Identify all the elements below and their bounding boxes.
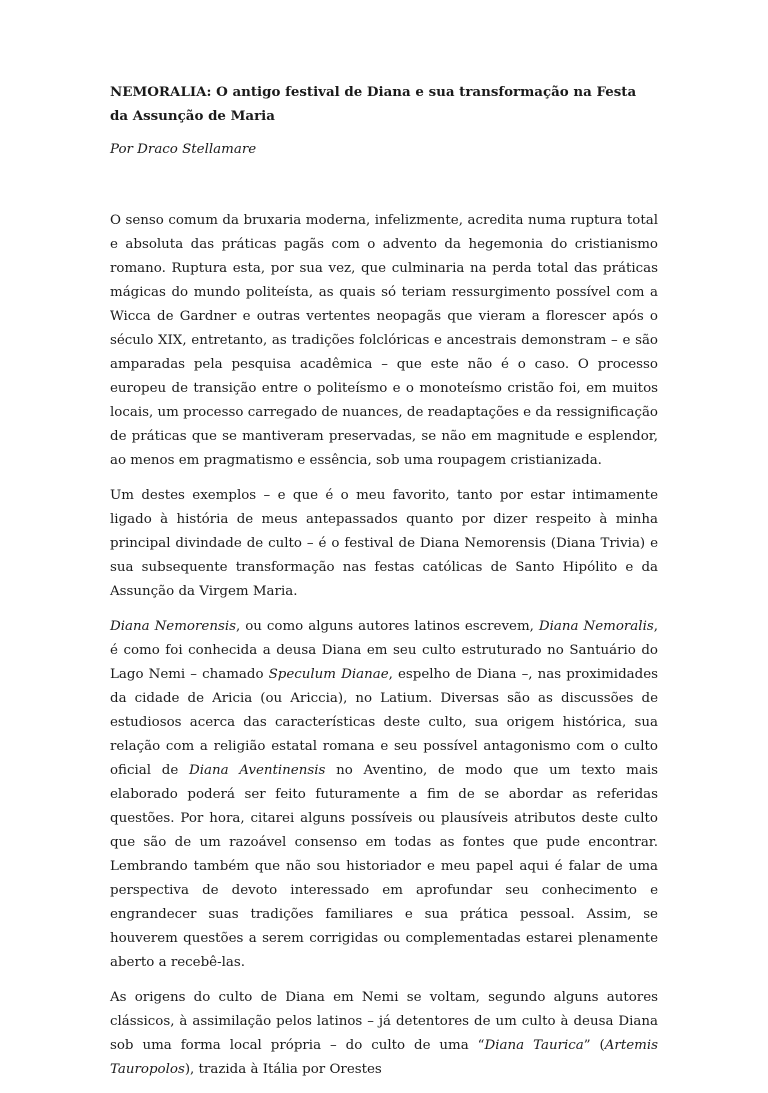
document-title: NEMORALIA: O antigo festival de Diana e sua transformação na Festa da Assunção de Maria <box>110 84 637 124</box>
body-paragraph <box>110 484 658 604</box>
text-run: , é como foi conhecida a deusa Diana em seu culto estruturado no Santuário do Lago Nemi – chamado <box>110 619 658 682</box>
italic-text-run: Diana Taurica <box>484 1038 584 1053</box>
italic-text-run: Diana Nemoralis <box>538 619 654 634</box>
text-run: ), trazida à Itália por Orestes <box>184 1062 382 1077</box>
italic-text-run: Diana Aventinensis <box>188 763 326 778</box>
text-run: As origens do culto de Diana em Nemi se voltam, segundo alguns autores clássicos, à assimilação pelos latinos – já detentores de um culto à deusa Diana sob uma forma local própria – do culto de uma “ <box>110 990 658 1053</box>
italic-text-run: Speculum Dianae <box>268 667 389 682</box>
text-run: , espelho de Diana –, nas proximidades da cidade de Aricia (ou Ariccia), no Latium. Diversas são as discussões de estudiosos acerca das características deste culto, sua origem histórica, sua relação com a religião estatal romana e seu possível antagonismo com o culto oficial de <box>110 667 658 778</box>
text-run: ” ( <box>583 1038 605 1053</box>
italic-text-run: Diana Nemorensis <box>110 619 236 634</box>
text-run: , ou como alguns autores latinos escrevem, <box>235 619 539 634</box>
document-page <box>110 80 658 1093</box>
text-run: no Aventino, de modo que um texto mais elaborado poderá ser feito futuramente a fim de se abordar as referidas questões. Por hora, citarei alguns possíveis ou plausíveis atributos deste culto que são de um razoável consenso em todas as fontes que pude encontrar. Lembrando também que não sou historiador e meu papel aqui é falar de uma perspectiva de devoto interessado em aprofundar seu conhecimento e engrandecer suas tradições familiares e sua prática pessoal. Assim, se houverem questões a serem corrigidas ou complementadas estarei plenamente aberto a recebê-las. <box>110 763 658 970</box>
document-body <box>110 209 658 1082</box>
body-paragraph <box>110 986 658 1082</box>
text-run: Um destes exemplos – e que é o meu favorito, tanto por estar intimamente ligado à história de meus antepassados quanto por dizer respeito à minha principal divindade de culto – é o festival de Diana Nemorensis (Diana Trivia) e sua subsequente transformação nas festas católicas de Santo Hipólito e da Assunção da Virgem Maria. <box>110 488 658 599</box>
body-paragraph <box>110 615 658 975</box>
body-paragraph <box>110 209 658 473</box>
text-run: O senso comum da bruxaria moderna, infelizmente, acredita numa ruptura total e absoluta das práticas pagãs com o advento da hegemonia do cristianismo romano. Ruptura esta, por sua vez, que culminaria na perda total das práticas mágicas do mundo politeísta, as quais só teriam ressurgimento possível com a Wicca de Gardner e outras vertentes neopagãs que vieram a florescer após o século XIX, entretanto, as tradições folclóricas e ancestrais demonstram – e são amparadas pela pesquisa acadêmica – que este não é o caso. O processo europeu de transição entre o politeísmo e o monoteísmo cristão foi, em muitos locais, um processo carregado de nuances, de readaptações e da ressignificação de práticas que se mantiveram preservadas, se não em magnitude e esplendor, ao menos em pragmatismo e essência, sob uma roupagem cristianizada. <box>110 213 658 468</box>
document-author: Por Draco Stellamare <box>110 142 257 157</box>
italic-text-run: Artemis Tauropolos <box>110 1038 658 1077</box>
